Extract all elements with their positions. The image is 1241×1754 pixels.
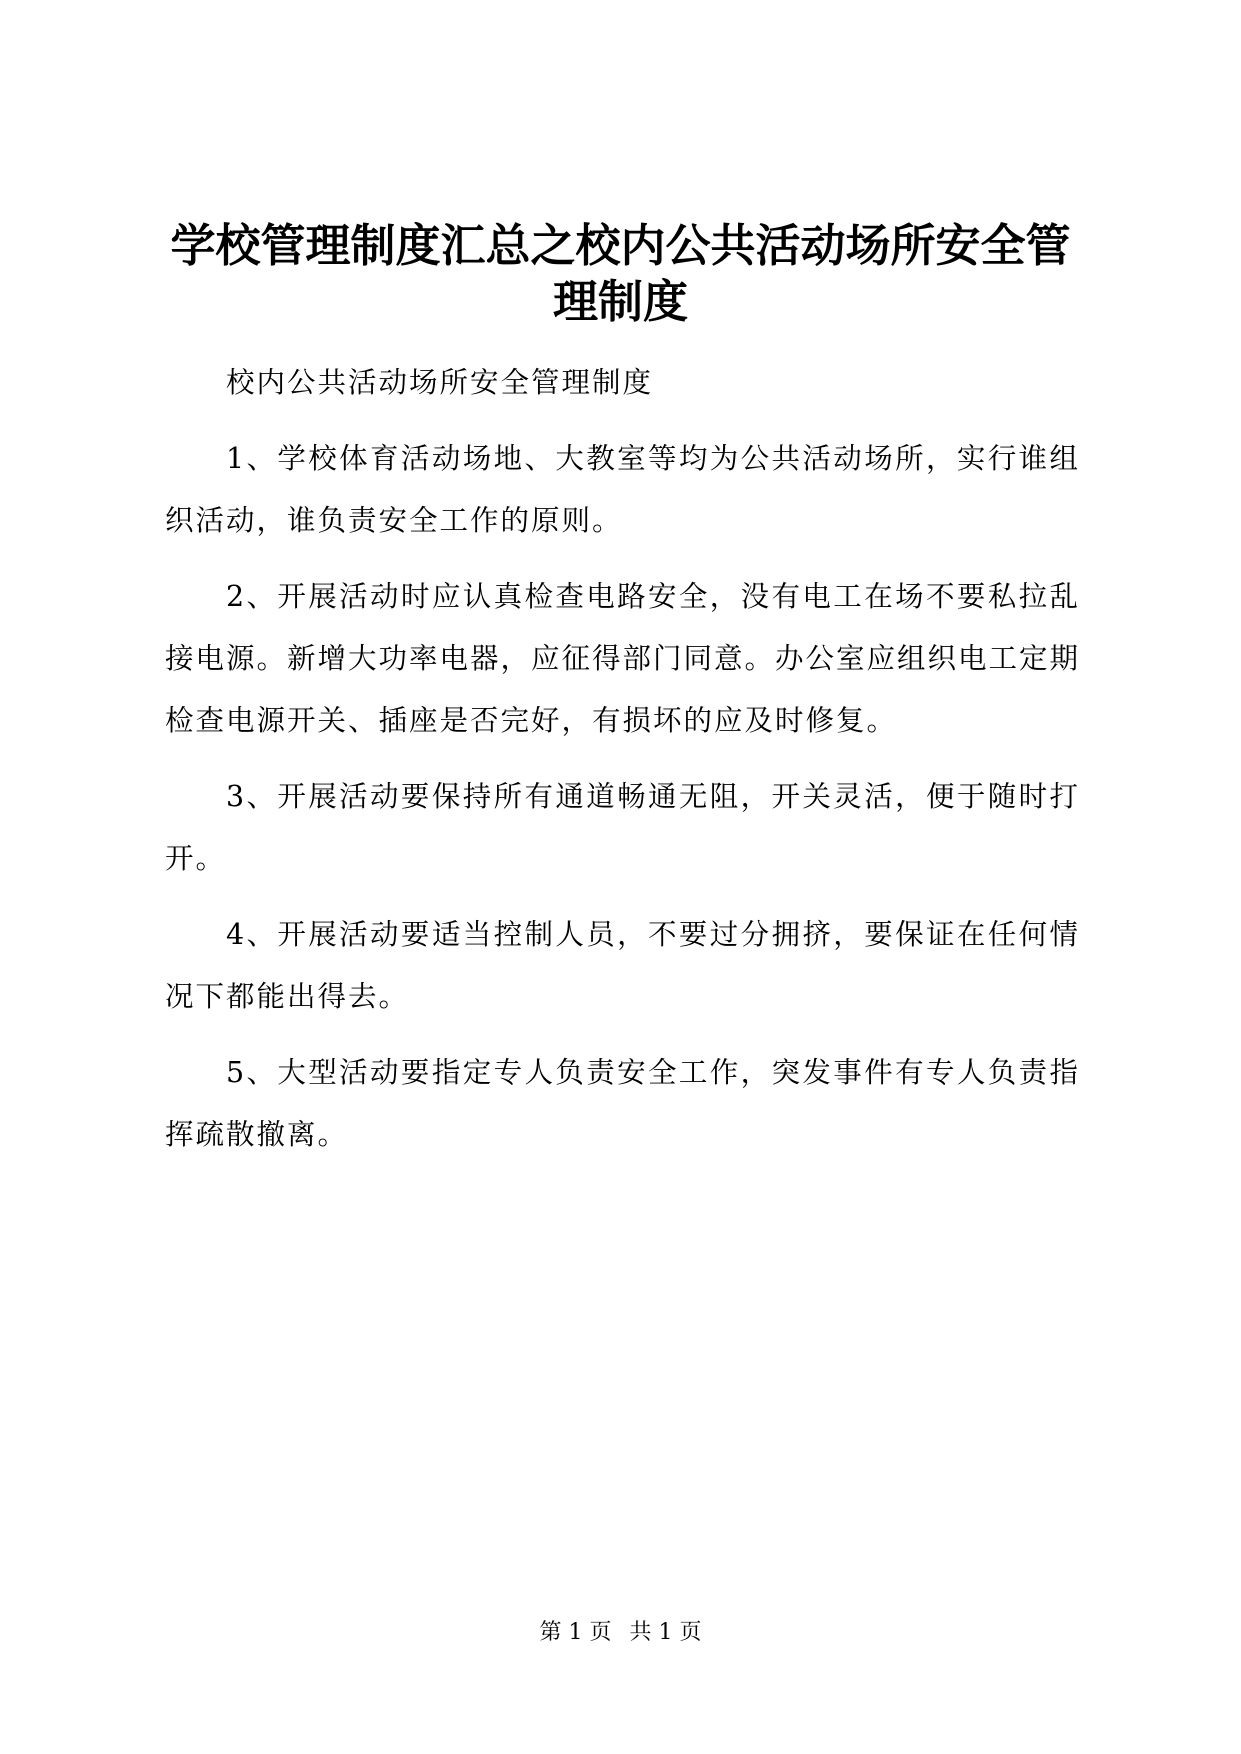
document-title: 学校管理制度汇总之校内公共活动场所安全管理制度 <box>170 219 1071 328</box>
document-paragraph: 4、开展活动要适当控制人员，不要过分拥挤，要保证在任何情况下都能出得去。 <box>165 918 1080 1013</box>
current-page-number: 第 1 页 <box>539 1620 612 1645</box>
document-paragraph: 校内公共活动场所安全管理制度 <box>226 366 654 399</box>
document-paragraph: 5、大型活动要指定专人负责安全工作，突发事件有专人负责指挥疏散撤离。 <box>165 1056 1080 1151</box>
document-paragraph: 1、学校体育活动场地、大教室等均为公共活动场所，实行谁组织活动，谁负责安全工作的原则。 <box>165 442 1080 537</box>
total-page-count: 共 1 页 <box>629 1620 702 1645</box>
document-body <box>165 352 1080 1180</box>
document-paragraph: 2、开展活动时应认真检查电路安全，没有电工在场不要私拉乱接电源。新增大功率电器，应征得部门同意。办公室应组织电工定期检查电源开关、插座是否完好，有损坏的应及时修复。 <box>165 580 1081 737</box>
document-paragraph: 3、开展活动要保持所有通道畅通无阻，开关灵活，便于随时打开。 <box>165 780 1080 875</box>
page-footer <box>0 1618 1241 1648</box>
